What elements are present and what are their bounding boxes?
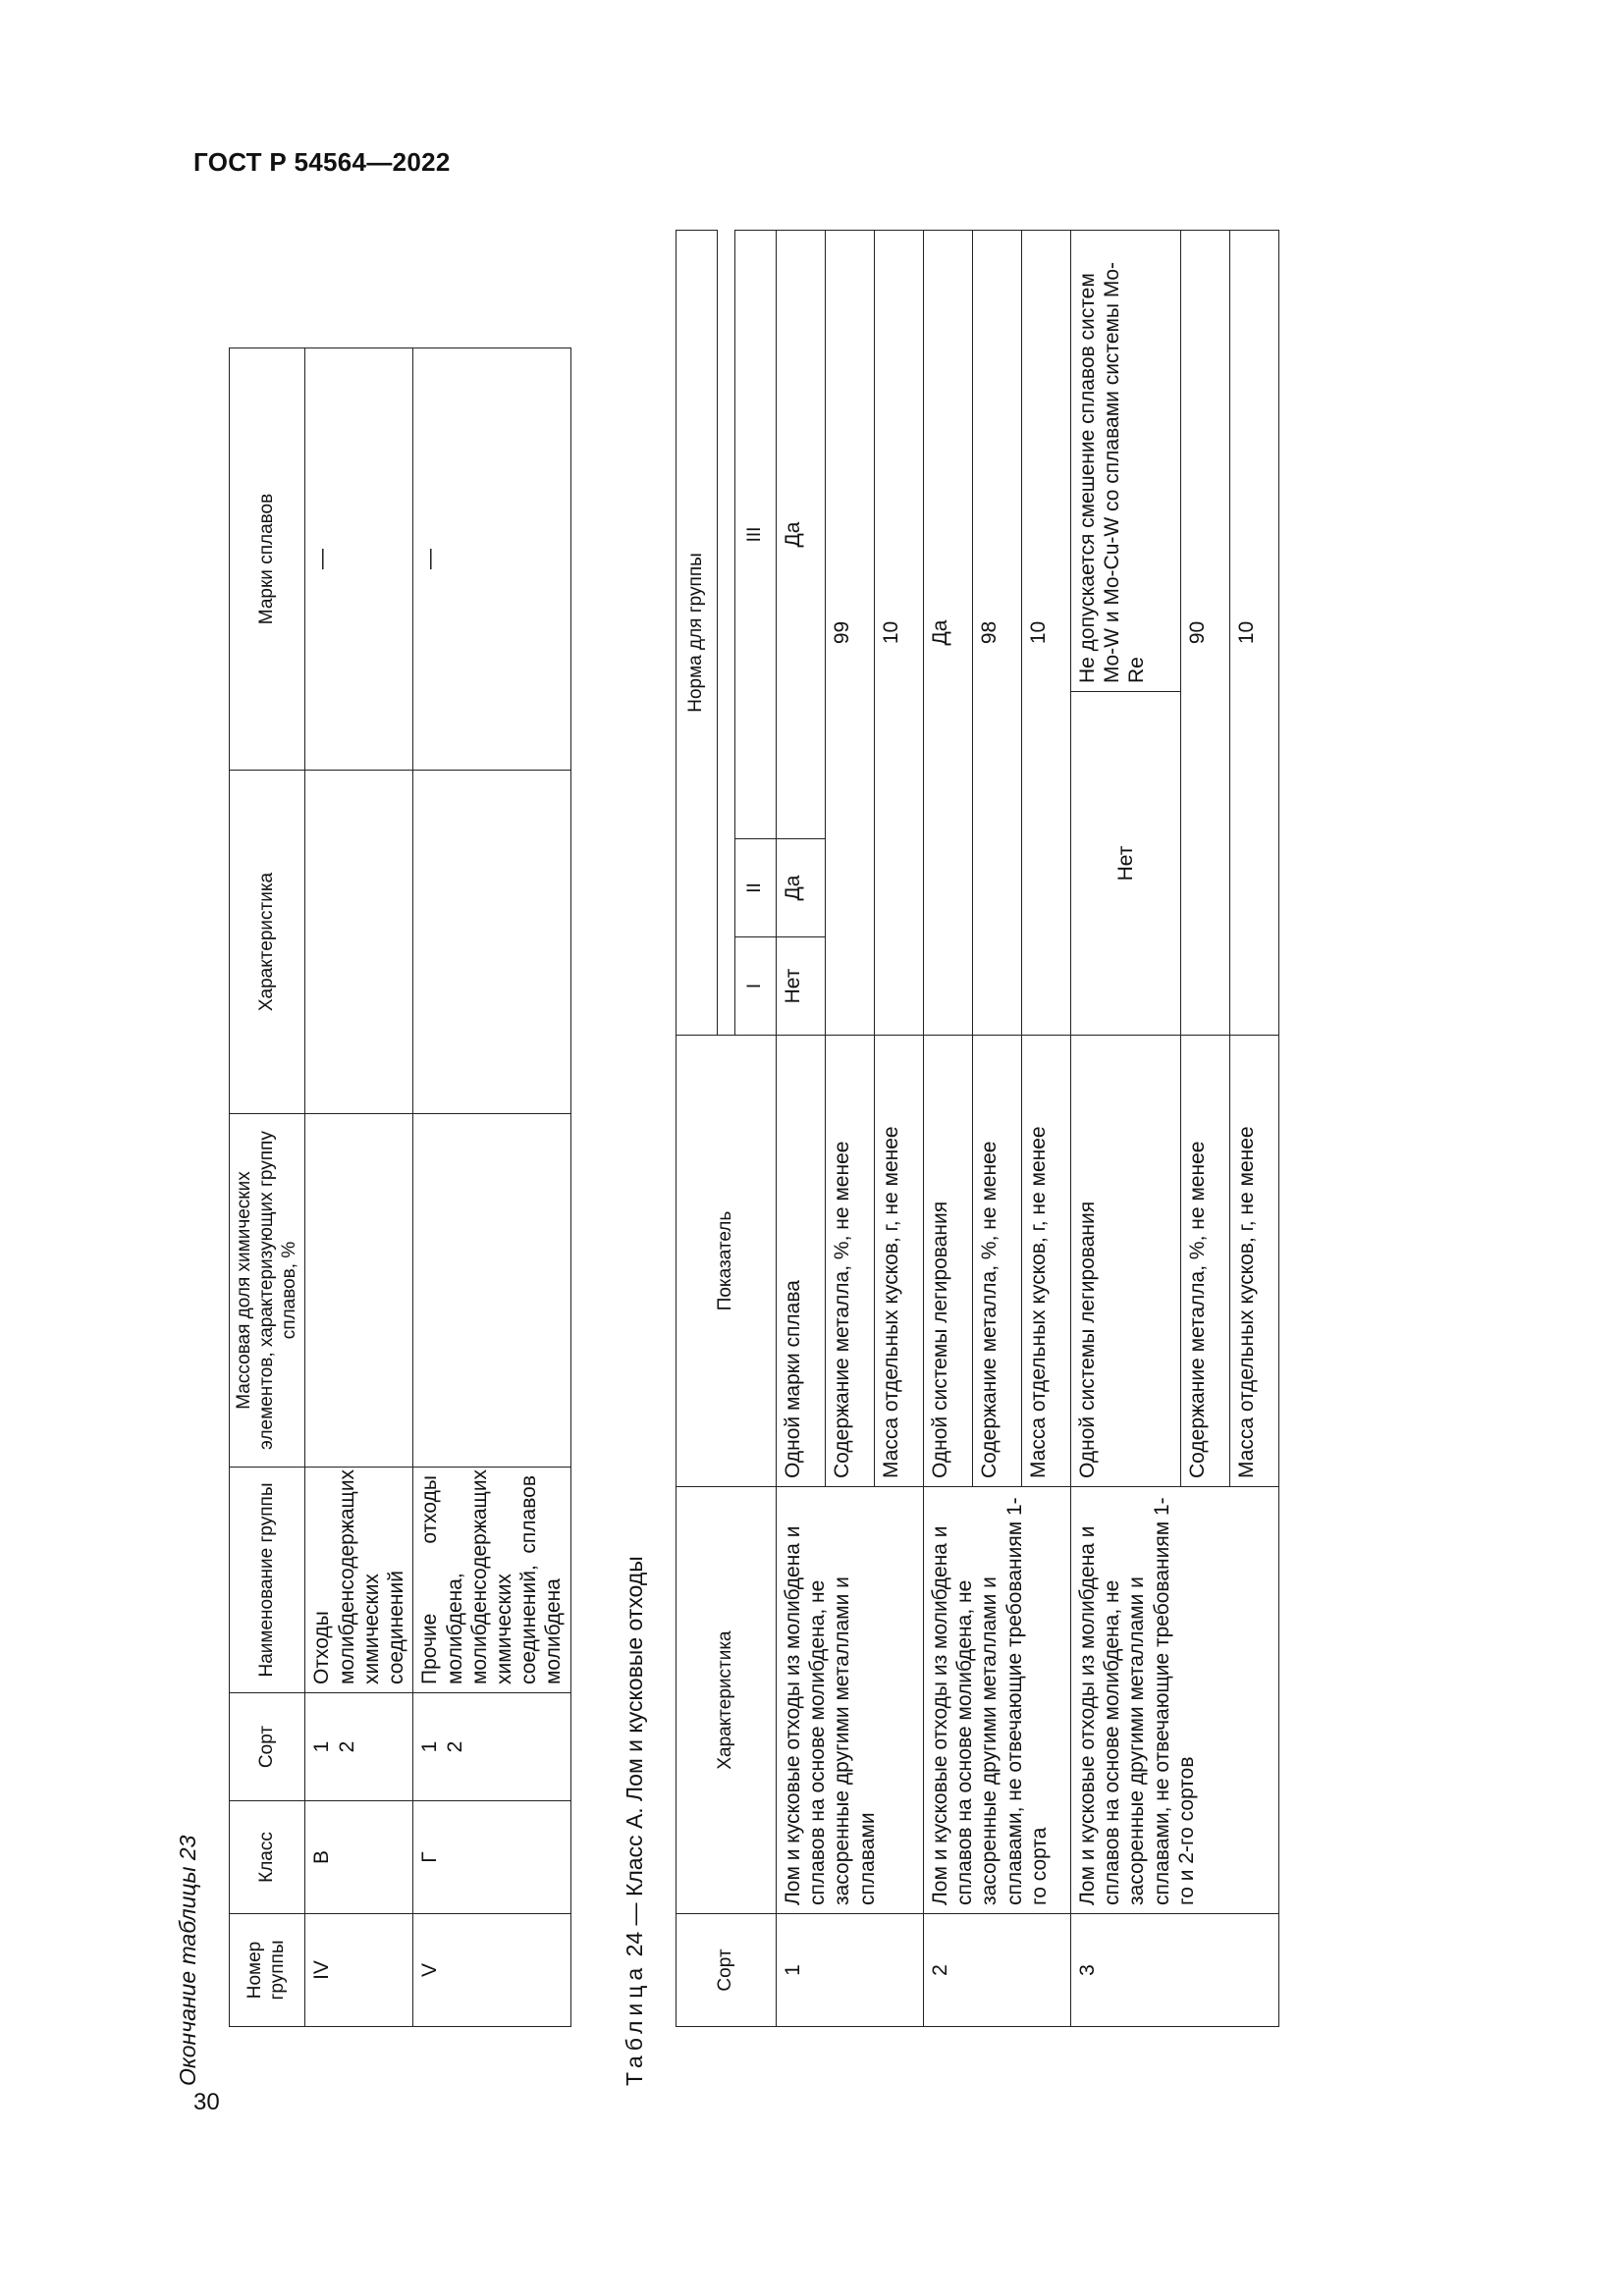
cell-group-name: Отходы молибденсодержащих химических соединений — [305, 1468, 413, 1693]
cell-value: 98 — [973, 230, 1022, 1035]
cell-characteristic — [305, 771, 413, 1114]
cell-indicator: Одной системы легирования — [1071, 1036, 1181, 1487]
cell-indicator: Содержание металла, %, не менее — [1181, 1036, 1230, 1487]
table-row — [1071, 230, 1181, 2026]
cell-value: 90 — [1181, 230, 1230, 1035]
cell-sort — [413, 1693, 570, 1801]
header-group-name: Наименование группы — [230, 1468, 305, 1693]
sort-value: 2 — [335, 1740, 358, 1753]
cell-value: 10 — [1230, 230, 1279, 1035]
cell-sort: 2 — [924, 1914, 1071, 2027]
cell-indicator: Масса отдельных кусков, г, не менее — [1022, 1036, 1071, 1487]
cell-class: В — [305, 1801, 413, 1914]
cell-g12: Нет — [1071, 692, 1181, 1036]
cell-value: Да — [924, 230, 973, 1035]
header-group-no: Номер группы — [230, 1914, 305, 2027]
header-characteristic: Характеристика — [230, 771, 305, 1114]
header-characteristic: Характеристика — [677, 1487, 777, 1914]
cell-indicator: Одной системы легирования — [924, 1036, 973, 1487]
cell-value: 10 — [875, 230, 924, 1035]
table-23 — [229, 347, 571, 2027]
cell-sort — [305, 1693, 413, 1801]
cell-indicator: Масса отдельных кусков, г, не менее — [1230, 1036, 1279, 1487]
sort-value: 1 — [418, 1740, 442, 1753]
cell-characteristic: Лом и кусковые отходы из молибдена и сплавов на основе молибдена, не засоренные другими металлами и сплавами, не отвечающие требованиям 1-го и 2-го сортов — [1071, 1487, 1279, 1914]
cell-group-no: IV — [305, 1914, 413, 2027]
header-alloy-grades: Марки сплавов — [230, 348, 305, 771]
cell-group-name: Прочие отходы молибдена, молибденсодержащих химических соединений, сплавов молибдена — [413, 1468, 570, 1693]
page-number: 30 — [193, 2089, 220, 2115]
cell-sort: 3 — [1071, 1914, 1279, 2027]
cell-mass-fraction — [305, 1114, 413, 1468]
header-sort: Сорт — [230, 1693, 305, 1801]
header-mass-fraction: Массовая доля химических элементов, характеризующих группу сплавов, % — [230, 1114, 305, 1468]
cell-group-no: V — [413, 1914, 570, 2027]
cell-g3: Не допускается смешение сплавов систем Mo-W и Mo-Cu-W со сплавами системы Mo-Re — [1071, 230, 1181, 691]
cell-alloy-grades: — — [305, 348, 413, 771]
header-class: Класс — [230, 1801, 305, 1914]
header-group-2: II — [735, 839, 777, 937]
cell-sort: 1 — [777, 1914, 924, 2027]
header-group-1: I — [735, 937, 777, 1036]
sort-value: 1 — [310, 1740, 334, 1753]
cell-class: Г — [413, 1801, 570, 1914]
sort-value: 2 — [443, 1740, 466, 1753]
cell-characteristic: Лом и кусковые отходы из молибдена и сплавов на основе молибдена, не засоренные другими металлами и сплавами — [777, 1487, 924, 1914]
cell-value: 10 — [1022, 230, 1071, 1035]
cell-indicator: Содержание металла, %, не менее — [973, 1036, 1022, 1487]
cell-indicator: Содержание металла, %, не менее — [826, 1036, 875, 1487]
table24-caption — [622, 1556, 648, 2086]
header-indicator: Показатель — [677, 1036, 777, 1487]
cell-g3: Да — [777, 230, 826, 838]
table-row — [305, 348, 413, 2027]
cell-g2: Да — [777, 839, 826, 937]
cell-mass-fraction — [413, 1114, 570, 1468]
cell-indicator: Масса отдельных кусков, г, не менее — [875, 1036, 924, 1487]
document-code: ГОСТ Р 54564—2022 — [193, 147, 451, 177]
cell-g1: Нет — [777, 937, 826, 1036]
cell-indicator: Одной марки сплава — [777, 1036, 826, 1487]
table-row — [924, 230, 973, 2026]
caption-prefix: Таблица — [622, 1962, 647, 2086]
cell-alloy-grades: — — [413, 348, 570, 771]
table-row — [777, 230, 826, 2026]
rotated-content — [175, 231, 1274, 2086]
table-24 — [676, 230, 1279, 2027]
caption-text: 24 — Класс А. Лом и кусковые отходы — [622, 1556, 647, 1957]
cell-characteristic: Лом и кусковые отходы из молибдена и сплавов на основе молибдена, не засоренные другими металлами и сплавами, не отвечающие требованиям 1-го сорта — [924, 1487, 1071, 1914]
header-norm: Норма для группы — [677, 230, 718, 1035]
table-row — [413, 348, 570, 2027]
header-sort: Сорт — [677, 1914, 777, 2027]
cell-characteristic — [413, 771, 570, 1114]
table23-caption: Окончание таблицы 23 — [175, 1835, 200, 2086]
cell-value: 99 — [826, 230, 875, 1035]
header-group-3: III — [735, 230, 777, 838]
